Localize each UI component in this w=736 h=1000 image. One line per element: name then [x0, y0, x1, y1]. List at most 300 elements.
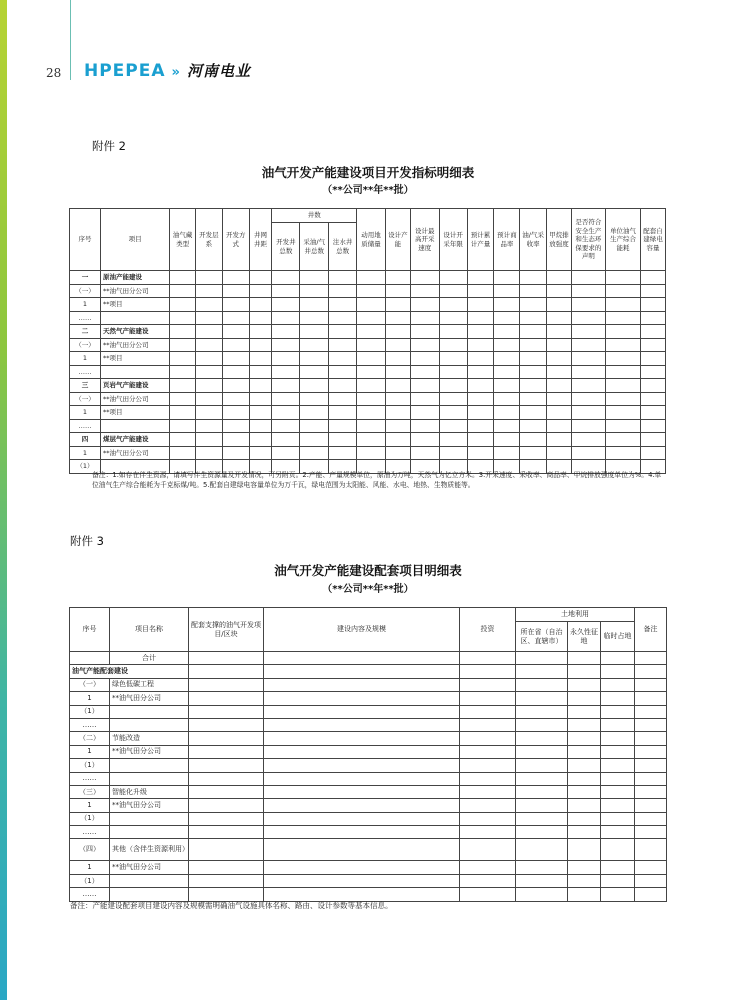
- empty-cell: [635, 678, 667, 691]
- empty-cell: [520, 311, 547, 325]
- empty-cell: [635, 785, 667, 798]
- empty-cell: [196, 392, 223, 406]
- empty-cell: [547, 446, 572, 460]
- col-prod-wells: 采油/气井总数: [300, 223, 329, 271]
- col-energy: 单位油气生产综合能耗: [605, 209, 640, 271]
- empty-cell: [329, 446, 357, 460]
- row-seq: （一）: [70, 284, 101, 298]
- empty-cell: [170, 392, 196, 406]
- empty-cell: [635, 665, 667, 678]
- row-name: **油气田分公司: [100, 392, 169, 406]
- empty-cell: [170, 325, 196, 339]
- empty-cell: [601, 718, 635, 731]
- empty-cell: [264, 692, 460, 705]
- row-seq: ……: [70, 772, 110, 785]
- empty-cell: [516, 652, 568, 665]
- empty-cell: [467, 271, 494, 285]
- empty-cell: [357, 419, 386, 433]
- empty-cell: [641, 406, 666, 420]
- empty-cell: [329, 419, 357, 433]
- empty-cell: [467, 298, 494, 312]
- empty-cell: [605, 433, 640, 447]
- table-row: [70, 419, 666, 433]
- empty-cell: [222, 392, 249, 406]
- col-dev-mode: 开发方式: [222, 209, 249, 271]
- empty-cell: [272, 419, 300, 433]
- empty-cell: [386, 433, 411, 447]
- row-name: 原油产能建设: [100, 271, 169, 285]
- empty-cell: [222, 298, 249, 312]
- brand-latin: HPEPEA: [84, 61, 166, 81]
- empty-cell: [520, 325, 547, 339]
- empty-cell: [410, 379, 439, 393]
- row-seq: ……: [70, 311, 101, 325]
- col-years: 设计开采年限: [439, 209, 467, 271]
- empty-cell: [410, 419, 439, 433]
- empty-cell: [571, 352, 605, 366]
- page-number: 28: [46, 66, 62, 80]
- empty-cell: [641, 446, 666, 460]
- empty-cell: [494, 392, 520, 406]
- attachment3-subtitle: （**公司**年**批）: [322, 584, 414, 595]
- col-green-power: 配套自建绿电容量: [641, 209, 666, 271]
- empty-cell: [264, 772, 460, 785]
- empty-cell: [357, 392, 386, 406]
- empty-cell: [272, 433, 300, 447]
- table-row: [70, 406, 666, 420]
- empty-cell: [547, 325, 572, 339]
- empty-cell: [568, 759, 601, 772]
- development-indicator-table: [69, 208, 666, 474]
- empty-cell: [357, 298, 386, 312]
- empty-cell: [516, 785, 568, 798]
- empty-cell: [547, 298, 572, 312]
- empty-cell: [222, 406, 249, 420]
- empty-cell: [568, 732, 601, 745]
- empty-cell: [520, 365, 547, 379]
- empty-cell: [568, 678, 601, 691]
- empty-cell: [170, 365, 196, 379]
- empty-cell: [467, 406, 494, 420]
- empty-cell: [300, 284, 329, 298]
- empty-cell: [601, 861, 635, 874]
- col-location: 所在省（自治区、直辖市）: [516, 622, 568, 652]
- row-seq: （1）: [70, 874, 110, 887]
- empty-cell: [571, 419, 605, 433]
- row-seq: [70, 652, 110, 665]
- empty-cell: [189, 678, 264, 691]
- empty-cell: [571, 284, 605, 298]
- empty-cell: [300, 392, 329, 406]
- row-name: **油气田分公司: [100, 446, 169, 460]
- empty-cell: [264, 888, 460, 901]
- empty-cell: [460, 826, 516, 839]
- empty-cell: [357, 311, 386, 325]
- empty-cell: [641, 352, 666, 366]
- brand-chinese: 河南电业: [186, 62, 251, 80]
- empty-cell: [516, 718, 568, 731]
- empty-cell: [460, 678, 516, 691]
- empty-cell: [249, 284, 272, 298]
- row-name: 煤层气产能建设: [100, 433, 169, 447]
- empty-cell: [272, 365, 300, 379]
- col-safety: 是否符合安全生产和生态环保要求的声明: [571, 209, 605, 271]
- double-chevron-icon: »: [171, 65, 181, 80]
- row-seq: 1: [70, 861, 110, 874]
- empty-cell: [170, 406, 196, 420]
- row-seq: ……: [70, 888, 110, 901]
- empty-cell: [439, 379, 467, 393]
- empty-cell: [568, 839, 601, 861]
- empty-cell: [439, 284, 467, 298]
- row-seq: 1: [70, 298, 101, 312]
- col-remark: 备注: [635, 608, 667, 652]
- col-cum-production: 预计累计产量: [467, 209, 494, 271]
- empty-cell: [439, 311, 467, 325]
- table-row: [70, 338, 666, 352]
- empty-cell: [494, 311, 520, 325]
- empty-cell: [272, 392, 300, 406]
- empty-cell: [494, 365, 520, 379]
- empty-cell: [329, 311, 357, 325]
- empty-cell: [460, 861, 516, 874]
- row-name: 天然气产能建设: [100, 325, 169, 339]
- row-seq: ……: [70, 718, 110, 731]
- empty-cell: [222, 271, 249, 285]
- empty-cell: [196, 419, 223, 433]
- empty-cell: [439, 271, 467, 285]
- empty-cell: [329, 284, 357, 298]
- empty-cell: [222, 446, 249, 460]
- empty-cell: [460, 772, 516, 785]
- empty-cell: [635, 705, 667, 718]
- empty-cell: [516, 759, 568, 772]
- empty-cell: [272, 298, 300, 312]
- empty-cell: [189, 705, 264, 718]
- empty-cell: [386, 298, 411, 312]
- table-row: [70, 365, 666, 379]
- empty-cell: [410, 338, 439, 352]
- col-well-spacing: 井网井距: [249, 209, 272, 271]
- empty-cell: [329, 379, 357, 393]
- empty-cell: [357, 379, 386, 393]
- empty-cell: [601, 745, 635, 758]
- empty-cell: [170, 419, 196, 433]
- empty-cell: [494, 433, 520, 447]
- table-row: [70, 812, 667, 825]
- col-seq: 序号: [70, 209, 101, 271]
- empty-cell: [571, 365, 605, 379]
- empty-cell: [641, 284, 666, 298]
- table-row: [70, 759, 667, 772]
- col-investment: 投资: [460, 608, 516, 652]
- empty-cell: [189, 799, 264, 812]
- row-seq: ……: [70, 365, 101, 379]
- empty-cell: [249, 406, 272, 420]
- empty-cell: [467, 284, 494, 298]
- empty-cell: [520, 338, 547, 352]
- empty-cell: [329, 271, 357, 285]
- empty-cell: [571, 446, 605, 460]
- empty-cell: [605, 379, 640, 393]
- empty-cell: [601, 874, 635, 887]
- empty-cell: [568, 705, 601, 718]
- empty-cell: [520, 271, 547, 285]
- empty-cell: [605, 298, 640, 312]
- empty-cell: [439, 446, 467, 460]
- empty-cell: [635, 812, 667, 825]
- table-row: [70, 379, 666, 393]
- row-seq: 1: [70, 446, 101, 460]
- empty-cell: [189, 874, 264, 887]
- table-row: [70, 392, 666, 406]
- col-inj-wells: 注水井总数: [329, 223, 357, 271]
- empty-cell: [189, 861, 264, 874]
- col-land-use: 土地利用: [516, 608, 635, 622]
- empty-cell: [516, 888, 568, 901]
- row-seq: （1）: [70, 705, 110, 718]
- empty-cell: [272, 406, 300, 420]
- empty-cell: [641, 365, 666, 379]
- empty-cell: [329, 392, 357, 406]
- empty-cell: [357, 338, 386, 352]
- empty-cell: [249, 298, 272, 312]
- empty-cell: [300, 419, 329, 433]
- table-row: [70, 705, 667, 718]
- empty-cell: [641, 298, 666, 312]
- empty-cell: [460, 812, 516, 825]
- col-dev-wells: 开发井总数: [272, 223, 300, 271]
- empty-cell: [386, 392, 411, 406]
- row-seq: 一: [70, 271, 101, 285]
- row-seq: （二）: [70, 732, 110, 745]
- row-name: **油气田分公司: [100, 338, 169, 352]
- empty-cell: [222, 338, 249, 352]
- empty-cell: [460, 718, 516, 731]
- empty-cell: [222, 419, 249, 433]
- empty-cell: [189, 665, 264, 678]
- empty-cell: [410, 406, 439, 420]
- empty-cell: [170, 271, 196, 285]
- table-row: [70, 271, 666, 285]
- attachment3-label: 附件 3: [70, 534, 104, 548]
- empty-cell: [300, 325, 329, 339]
- empty-cell: [635, 826, 667, 839]
- empty-cell: [264, 759, 460, 772]
- empty-cell: [189, 772, 264, 785]
- empty-cell: [357, 352, 386, 366]
- empty-cell: [249, 433, 272, 447]
- empty-cell: [520, 379, 547, 393]
- empty-cell: [439, 392, 467, 406]
- empty-cell: [601, 692, 635, 705]
- empty-cell: [605, 284, 640, 298]
- col-max-rate: 设计最高开采速度: [410, 209, 439, 271]
- empty-cell: [520, 284, 547, 298]
- empty-cell: [222, 365, 249, 379]
- empty-cell: [641, 433, 666, 447]
- empty-cell: [601, 665, 635, 678]
- row-seq: （1）: [70, 460, 101, 474]
- empty-cell: [571, 433, 605, 447]
- empty-cell: [189, 745, 264, 758]
- empty-cell: [410, 311, 439, 325]
- empty-cell: [467, 392, 494, 406]
- empty-cell: [568, 861, 601, 874]
- col-seq: 序号: [70, 608, 110, 652]
- empty-cell: [196, 446, 223, 460]
- empty-cell: [329, 406, 357, 420]
- empty-cell: [635, 772, 667, 785]
- empty-cell: [494, 284, 520, 298]
- table-row: [70, 888, 667, 901]
- empty-cell: [189, 718, 264, 731]
- empty-cell: [568, 888, 601, 901]
- empty-cell: [460, 888, 516, 901]
- empty-cell: [329, 325, 357, 339]
- empty-cell: [494, 406, 520, 420]
- empty-cell: [467, 365, 494, 379]
- empty-cell: [386, 406, 411, 420]
- empty-cell: [568, 692, 601, 705]
- col-dev-layer: 开发层系: [196, 209, 223, 271]
- empty-cell: [467, 379, 494, 393]
- row-name: [110, 826, 189, 839]
- empty-cell: [605, 392, 640, 406]
- empty-cell: [249, 365, 272, 379]
- empty-cell: [196, 352, 223, 366]
- empty-cell: [605, 338, 640, 352]
- empty-cell: [196, 379, 223, 393]
- row-name: [110, 772, 189, 785]
- empty-cell: [170, 311, 196, 325]
- empty-cell: [571, 271, 605, 285]
- empty-cell: [357, 284, 386, 298]
- empty-cell: [170, 284, 196, 298]
- empty-cell: [189, 812, 264, 825]
- empty-cell: [357, 365, 386, 379]
- empty-cell: [222, 284, 249, 298]
- empty-cell: [386, 379, 411, 393]
- empty-cell: [547, 271, 572, 285]
- empty-cell: [601, 799, 635, 812]
- empty-cell: [547, 352, 572, 366]
- row-seq: 1: [70, 406, 101, 420]
- col-well-count: 井数: [272, 209, 357, 223]
- empty-cell: [520, 406, 547, 420]
- row-seq: （一）: [70, 338, 101, 352]
- table-row: [70, 745, 667, 758]
- empty-cell: [439, 352, 467, 366]
- row-name: [100, 419, 169, 433]
- empty-cell: [329, 352, 357, 366]
- attachment2-title: 油气开发产能建设项目开发指标明细表: [261, 165, 475, 180]
- table-row: [70, 861, 667, 874]
- empty-cell: [547, 419, 572, 433]
- empty-cell: [601, 826, 635, 839]
- attachment3-title: 油气开发产能建设配套项目明细表: [274, 563, 462, 578]
- empty-cell: [300, 365, 329, 379]
- attachment2-label: 附件 2: [92, 139, 126, 153]
- row-name: **项目: [100, 406, 169, 420]
- empty-cell: [357, 446, 386, 460]
- empty-cell: [460, 839, 516, 861]
- empty-cell: [410, 271, 439, 285]
- empty-cell: [272, 379, 300, 393]
- empty-cell: [568, 665, 601, 678]
- empty-cell: [170, 298, 196, 312]
- row-name: 合计: [110, 652, 189, 665]
- empty-cell: [520, 433, 547, 447]
- col-content: 建设内容及规模: [264, 608, 460, 652]
- empty-cell: [439, 419, 467, 433]
- empty-cell: [635, 874, 667, 887]
- empty-cell: [516, 692, 568, 705]
- col-recovery: 油/气采收率: [520, 209, 547, 271]
- empty-cell: [547, 338, 572, 352]
- row-name: [100, 365, 169, 379]
- empty-cell: [568, 652, 601, 665]
- empty-cell: [605, 325, 640, 339]
- empty-cell: [357, 325, 386, 339]
- empty-cell: [494, 338, 520, 352]
- empty-cell: [516, 839, 568, 861]
- empty-cell: [568, 745, 601, 758]
- empty-cell: [170, 446, 196, 460]
- empty-cell: [410, 365, 439, 379]
- empty-cell: [601, 759, 635, 772]
- empty-cell: [516, 772, 568, 785]
- empty-cell: [641, 392, 666, 406]
- empty-cell: [571, 325, 605, 339]
- empty-cell: [516, 665, 568, 678]
- empty-cell: [568, 772, 601, 785]
- empty-cell: [568, 799, 601, 812]
- left-gradient-strip: [0, 0, 7, 1000]
- empty-cell: [222, 379, 249, 393]
- row-seq: 三: [70, 379, 101, 393]
- row-name: **油气田分公司: [110, 692, 189, 705]
- empty-cell: [520, 446, 547, 460]
- empty-cell: [601, 839, 635, 861]
- empty-cell: [467, 338, 494, 352]
- empty-cell: [601, 888, 635, 901]
- empty-cell: [300, 311, 329, 325]
- empty-cell: [386, 284, 411, 298]
- empty-cell: [272, 311, 300, 325]
- row-name: **项目: [100, 298, 169, 312]
- empty-cell: [264, 718, 460, 731]
- empty-cell: [300, 298, 329, 312]
- empty-cell: [264, 874, 460, 887]
- col-reserves: 动用地质储量: [357, 209, 386, 271]
- empty-cell: [189, 759, 264, 772]
- empty-cell: [460, 759, 516, 772]
- empty-cell: [494, 271, 520, 285]
- empty-cell: [386, 419, 411, 433]
- empty-cell: [635, 652, 667, 665]
- table-row: [70, 785, 667, 798]
- empty-cell: [272, 271, 300, 285]
- empty-cell: [547, 379, 572, 393]
- empty-cell: [264, 705, 460, 718]
- empty-cell: [467, 325, 494, 339]
- empty-cell: [520, 392, 547, 406]
- empty-cell: [249, 379, 272, 393]
- empty-cell: [605, 271, 640, 285]
- row-seq: （1）: [70, 812, 110, 825]
- empty-cell: [386, 352, 411, 366]
